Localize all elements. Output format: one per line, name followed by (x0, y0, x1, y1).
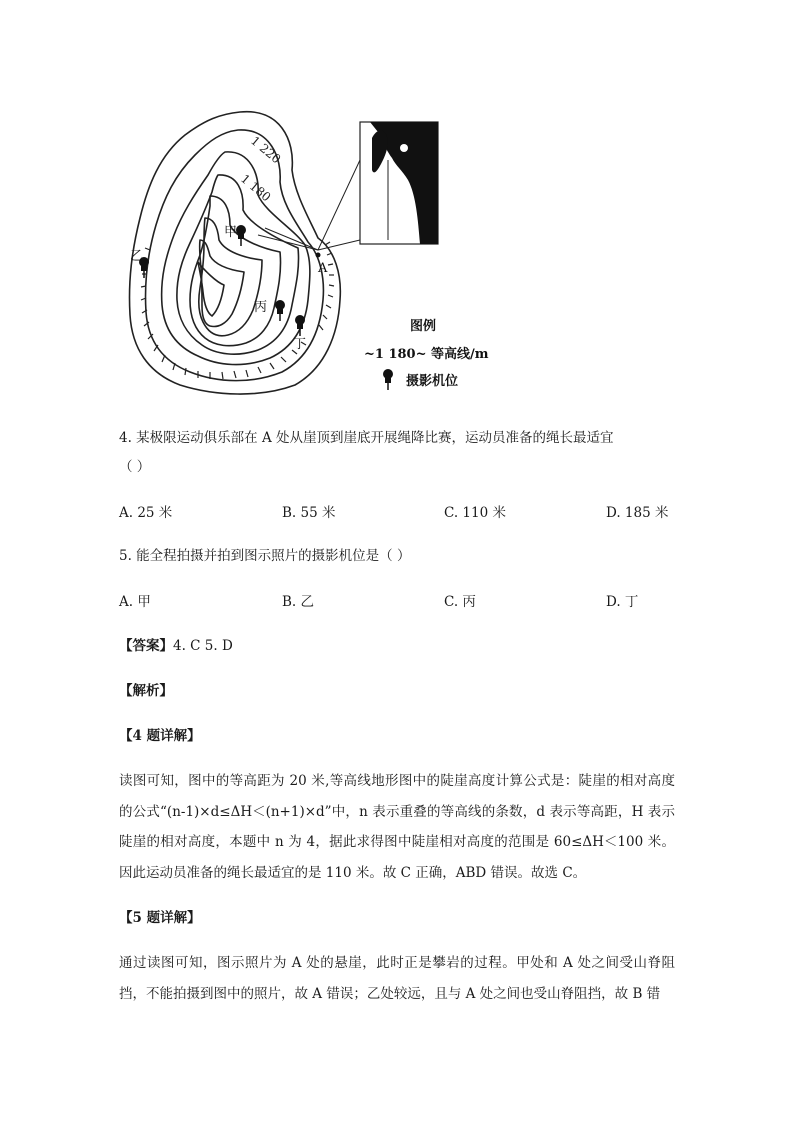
legend-camera: 摄影机位 (406, 374, 459, 389)
q4-option-b: B. 55 米 (282, 505, 336, 521)
svg-text:甲: 甲 (224, 225, 238, 240)
contour-label-1180: 1 180 (238, 171, 274, 205)
question-5-stem: 5. 能全程拍摄并拍到图示照片的摄影机位是（ ） (119, 548, 411, 564)
legend-contour: ~1 180~ 等高线/m (364, 347, 489, 362)
question-4-stem: 4. 某极限运动俱乐部在 A 处从崖顶到崖底开展绳降比赛，运动员准备的绳长最适宜 (119, 430, 614, 446)
legend-title: 图例 (410, 319, 437, 334)
detail-4-text: 读图可知，图中的等高距为 20 米,等高线地形图中的陡崖高度计算公式是：陡崖的相对高度的公式“(n-1)×d≤ΔH＜(n+1)×d”中，n 表示重叠的等高线的条数，d 表示等高距，H 表示陡崖的相对高度，本题中 n 为 4，据此求得图中陡崖相对高度的范围是 60≤ΔH＜100 米。因此运动员准备的绳长最适宜的是 110 米。故 C 正确，ABD 错误。故选 C。 (119, 773, 675, 881)
camera-position-ding (293, 315, 306, 352)
map-legend (364, 318, 489, 390)
q5-option-d: D. 丁 (606, 594, 639, 610)
contour-map-svg (120, 100, 560, 400)
detail-5-text: 通过读图可知，图示照片为 A 处的悬崖，此时正是攀岩的过程。甲处和 A 处之间受山脊阻挡，不能拍摄到图中的照片，故 A 错误；乙处较远，且与 A 处之间也受山脊阻挡，故 B 错 (119, 955, 675, 1002)
analysis-label: 【解析】 (119, 683, 173, 699)
q4-option-d: D. 185 米 (606, 505, 669, 521)
point-a-marker (316, 253, 321, 258)
camera-position-bing (254, 300, 285, 321)
detail-5-label: 【5 题详解】 (119, 910, 201, 926)
svg-text:丙: 丙 (254, 300, 268, 315)
q4-option-a: A. 25 米 (119, 505, 173, 521)
answer-text: 4. C 5. D (173, 638, 233, 654)
contour-label-1220: 1 220 (248, 133, 284, 167)
cliff-photo-inset (360, 122, 438, 244)
cliff-hatching (141, 242, 334, 379)
detail-4-label: 【4 题详解】 (119, 728, 201, 744)
answer-label: 【答案】 (119, 638, 173, 654)
topographic-map-figure (120, 100, 560, 400)
q5-option-c: C. 丙 (444, 594, 476, 610)
q5-option-a: A. 甲 (119, 594, 151, 610)
answer-line (119, 636, 233, 656)
svg-text:乙: 乙 (130, 249, 144, 264)
legend-camera-icon (383, 369, 393, 390)
svg-text:丁: 丁 (293, 337, 307, 352)
camera-position-jia (224, 225, 246, 246)
q5-option-b: B. 乙 (282, 594, 315, 610)
question-4-bracket: （ ） (119, 459, 151, 475)
q4-option-c: C. 110 米 (444, 505, 506, 521)
point-a-label: A (318, 261, 328, 276)
